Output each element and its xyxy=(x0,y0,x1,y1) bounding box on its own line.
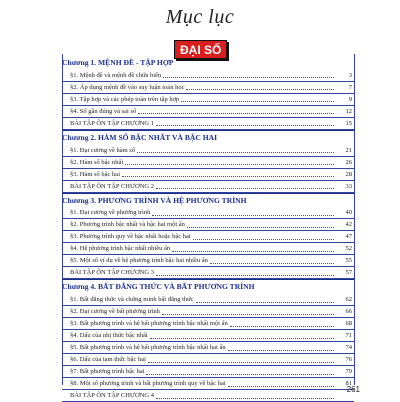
dot-leader xyxy=(187,222,334,228)
toc-entry-page: 33 xyxy=(345,182,352,190)
toc-entry-title: §3. Bất phương trình và hệ bất phương trình bậc nhất một ẩn xyxy=(70,320,228,328)
toc-entry xyxy=(62,145,354,157)
toc-entry xyxy=(62,318,354,330)
dot-leader xyxy=(230,321,334,327)
toc-entry-title: §6. Dấu của tam thức bậc hai xyxy=(70,356,146,364)
dot-leader xyxy=(196,297,334,303)
toc-entry xyxy=(62,294,354,306)
toc-entry-title: BÀI TẬP ÔN TẬP CHƯƠNG 1 xyxy=(70,119,154,127)
toc-entry xyxy=(62,378,354,390)
dot-leader xyxy=(122,171,334,177)
toc-entry-title: §2. Phương trình bậc nhất và bậc hai một ẩn xyxy=(70,221,185,229)
toc-entry-title: §3. Tập hợp và các phép toán trên tập hợp xyxy=(70,95,180,103)
page-number: 261 xyxy=(346,385,360,394)
dot-leader xyxy=(148,357,334,363)
toc-entry-title: §1. Đại cương về phương trình xyxy=(70,209,151,217)
dot-leader xyxy=(156,120,334,126)
chapter-heading: Chương 1. MỆNH ĐỀ - TẬP HỢP xyxy=(62,58,174,67)
toc-entry-page: 76 xyxy=(345,356,352,364)
toc-entry-title: §1. Bất đẳng thức và chứng minh bất đẳng thức xyxy=(70,296,194,304)
dot-leader xyxy=(156,270,334,276)
toc-entry-page: 9 xyxy=(348,95,352,103)
toc-entry-page: 62 xyxy=(345,296,352,304)
toc-entry-title: BÀI TẬP ÔN TẬP CHƯƠNG 3 xyxy=(70,269,154,277)
dot-leader xyxy=(156,393,334,399)
dot-leader xyxy=(186,84,334,90)
toc-entry xyxy=(62,267,354,279)
dot-leader xyxy=(162,309,334,315)
dot-leader xyxy=(125,159,334,165)
toc-entry-page: 57 xyxy=(345,269,352,277)
toc-entry-page: 55 xyxy=(345,257,352,265)
toc-entry-title: §8. Một số phương trình và bất phương trình quy về bậc hai xyxy=(70,380,226,388)
toc-entry xyxy=(62,231,354,243)
toc-entry-title: BÀI TẬP ÔN TẬP CHƯƠNG 4 xyxy=(70,392,154,400)
toc-entry-page: 68 xyxy=(345,320,352,328)
chapter-heading: Chương 4. BẤT ĐẲNG THỨC VÀ BẤT PHƯƠNG TRÌNH xyxy=(62,279,354,294)
toc-entry-page: 81 xyxy=(345,380,352,388)
toc-entry xyxy=(62,106,354,118)
toc-entry-page: 12 xyxy=(345,107,352,115)
dot-leader xyxy=(210,258,334,264)
toc-entry xyxy=(62,118,354,130)
toc-entry-title: §2. Hàm số bậc nhất xyxy=(70,158,124,166)
toc-entry-page: 28 xyxy=(345,170,352,178)
section-label: ĐẠI SỐ xyxy=(174,40,227,59)
toc-entry-title: §1. Đại cương về hàm số xyxy=(70,146,136,154)
toc-entry xyxy=(62,390,354,402)
toc-entry-title: §2. Áp dụng mệnh đề vào suy luận toán học xyxy=(70,83,185,91)
dot-leader xyxy=(137,147,334,153)
dot-leader xyxy=(228,381,334,387)
toc-entry-page: 74 xyxy=(345,344,352,352)
toc-entry-page: 40 xyxy=(345,209,352,217)
toc-entry xyxy=(62,207,354,219)
toc-entry xyxy=(62,354,354,366)
dot-leader xyxy=(228,345,334,351)
dot-leader xyxy=(150,333,334,339)
toc-entry-title: §2. Đại cương về bất phương trình xyxy=(70,308,160,316)
toc-entry xyxy=(62,94,354,106)
toc-entry-page: 71 xyxy=(345,332,352,340)
dot-leader xyxy=(152,210,334,216)
toc-entry-title: BÀI TẬP ÔN TẬP CHƯƠNG 2 xyxy=(70,182,154,190)
toc-entry-title: §5. Một số ví dụ về hệ phương trình bậc hai nhiều ẩn xyxy=(70,257,208,265)
dot-leader xyxy=(146,369,334,375)
toc-entry-title: §1. Mệnh đề và mệnh đề chứa biến xyxy=(70,71,162,79)
dot-leader xyxy=(163,72,334,78)
toc-entry-title: §4. Số gần đúng và sai số xyxy=(70,107,137,115)
dot-leader xyxy=(138,108,334,114)
toc-entry xyxy=(62,157,354,169)
toc-entry xyxy=(62,306,354,318)
table-of-contents xyxy=(62,56,354,402)
toc-entry xyxy=(62,169,354,181)
toc-entry xyxy=(62,330,354,342)
toc-entry-page: 66 xyxy=(345,308,352,316)
dot-leader xyxy=(172,246,334,252)
toc-entry xyxy=(62,255,354,267)
toc-entry-title: §5. Bất phương trình và hệ bất phương trình bậc nhất hai ẩn xyxy=(70,344,226,352)
toc-entry-page: 3 xyxy=(348,71,352,79)
dot-leader xyxy=(181,96,334,102)
toc-entry xyxy=(62,366,354,378)
toc-entry-title: §3. Phương trình quy về bậc nhất hoặc bậc hai xyxy=(70,233,191,241)
toc-entry-page: 26 xyxy=(345,158,352,166)
toc-entry-title: §7. Bất phương trình bậc hai xyxy=(70,368,145,376)
chapter-heading: Chương 3. PHƯƠNG TRÌNH VÀ HỆ PHƯƠNG TRÌNH xyxy=(62,193,354,208)
toc-entry xyxy=(62,342,354,354)
toc-entry-page: 42 xyxy=(345,221,352,229)
toc-entry-page: 52 xyxy=(345,245,352,253)
toc-entry-page: 79 xyxy=(345,368,352,376)
toc-entry-page: 7 xyxy=(348,83,352,91)
toc-entry xyxy=(62,181,354,193)
toc-entry xyxy=(62,70,354,82)
toc-entry xyxy=(62,243,354,255)
toc-entry-title: §4. Hệ phương trình bậc nhất nhiều ẩn xyxy=(70,245,171,253)
right-rule xyxy=(354,54,355,385)
toc-entry-page: 15 xyxy=(345,119,352,127)
dot-leader xyxy=(193,234,334,240)
chapter-heading: Chương 2. HÀM SỐ BẬC NHẤT VÀ BẬC HAI xyxy=(62,130,354,145)
toc-entry xyxy=(62,82,354,94)
toc-entry-page: 21 xyxy=(345,146,352,154)
dot-leader xyxy=(156,183,334,189)
page-title: Mục lục xyxy=(165,6,235,28)
toc-entry xyxy=(62,219,354,231)
toc-entry-title: §4. Dấu của nhị thức bậc nhất xyxy=(70,332,148,340)
toc-entry-page: 47 xyxy=(345,233,352,241)
toc-entry-title: §3. Hàm số bậc hai xyxy=(70,170,121,178)
